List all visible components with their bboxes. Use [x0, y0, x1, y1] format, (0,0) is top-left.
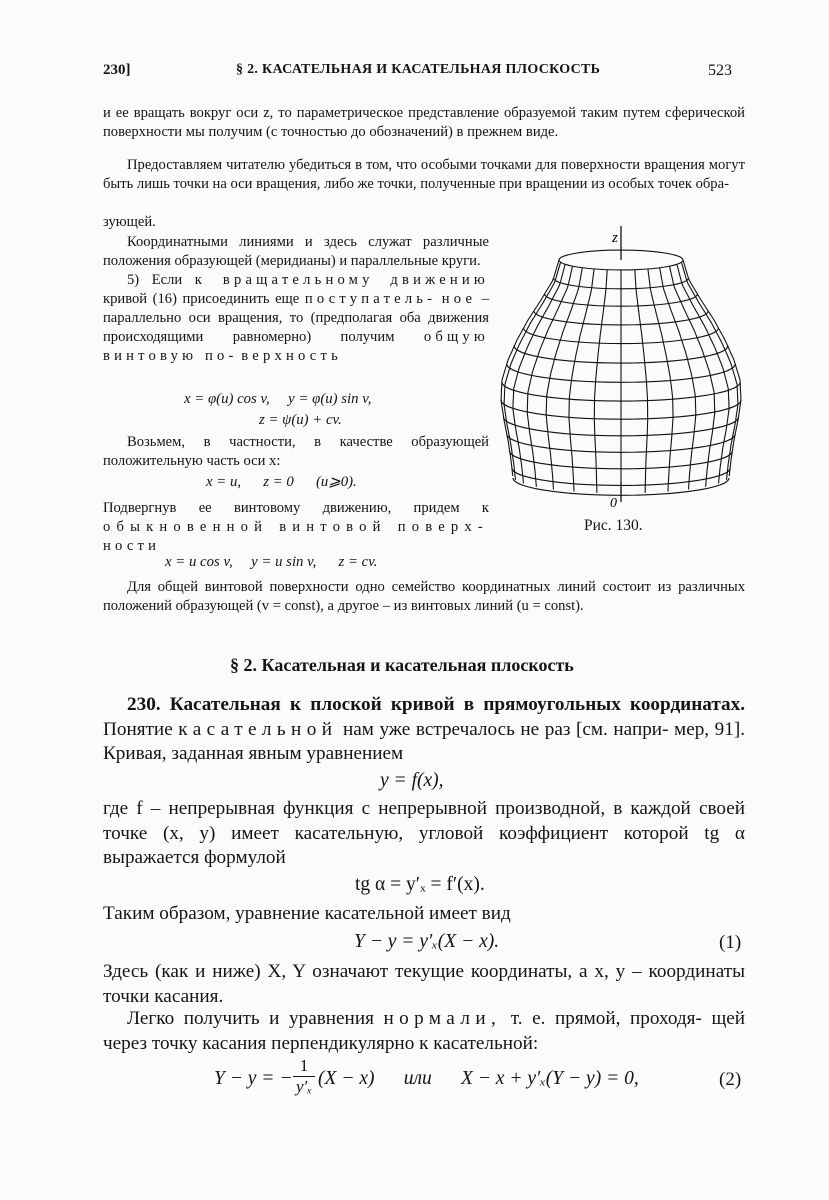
normal-d: щей через точку касания перпендикулярно к касательной: [103, 1008, 746, 1054]
meridian-line [513, 264, 565, 483]
equation-1-number: (1) [719, 932, 742, 953]
paragraph-special-points [103, 156, 745, 194]
paragraph-where [103, 797, 745, 871]
running-head: § 2. КАСАТЕЛЬНАЯ И КАСАТЕЛЬНАЯ ПЛОСКОСТЬ [236, 62, 601, 77]
text-special-points-end: зующей. [103, 214, 156, 230]
paragraph-thus [103, 902, 745, 927]
header-section-number: 230] [103, 62, 131, 78]
equation-2-right: (X − x) или X − x + y′ₓ(Y − y) = 0, [318, 1068, 639, 1089]
equation-2-number: (2) [719, 1069, 742, 1090]
equation-y-fx: y = f(x), [380, 770, 444, 791]
p5-c: кривой (16) присоединить еще [103, 291, 300, 307]
fraction-numerator: 1 [299, 1056, 309, 1075]
paragraph-subject [103, 499, 489, 556]
equation-ordinary-helicoid: x = u cos v, y = u sin v, z = cv. [165, 554, 378, 570]
p5-g: общую винтовую по- [103, 329, 489, 364]
text-subject [103, 499, 489, 556]
text-sphere: и ее вращать вокруг оси z, то параметрическое представление образуемой таким путем сферической поверхности мы получим (с точностью до обозначений) в прежнем виде. [103, 105, 745, 140]
text-thus: Таким образом, уравнение касательной имеет вид [103, 903, 511, 924]
text-where: где f – непрерывная функция с непрерывной производной, в каждой своей точке (x, y) имеет касательную, угловой коэффициент которой tg α выражается формулой [103, 798, 745, 868]
meridian-line [635, 270, 648, 493]
sec230-line2: мер, 91]. Кривая, заданная явным уравнением [103, 718, 746, 764]
surface-mesh [501, 250, 741, 495]
equation-tg: tg α = y′ₓ = f′(x). [355, 874, 485, 895]
text-general-helicoid: Для общей винтовой поверхности одно семейство координатных линий состоит из различных положений образующей (v = const), а другое – из винтовых линий (u = const). [103, 579, 745, 614]
text-coordinate-lines: Координатными линиями и здесь служат различные положения образующей (меридианы) и параллельные круги. [103, 234, 489, 269]
label-z: z [612, 230, 618, 246]
sec230-line1b: касательной [178, 718, 338, 740]
fraction-denominator: y′ₓ [293, 1076, 315, 1097]
text-normal [103, 1007, 745, 1056]
sec230-line1a: Понятие [103, 718, 173, 740]
paragraph-5 [103, 271, 489, 366]
paragraph-normal [103, 1007, 745, 1056]
left-column [103, 213, 489, 366]
p5-a: 5) Если [127, 272, 183, 288]
normal-b: нормали, [383, 1008, 502, 1029]
p5-e: ное [441, 291, 477, 307]
normal-a: Легко получить и уравнения [127, 1008, 374, 1029]
normal-c: т. е. прямой, проходя- [510, 1008, 702, 1029]
text-take: Возьмем, в частности, в качестве образующей положительную часть оси x: [103, 434, 489, 469]
p5-f: – параллельно оси вращения, то (предполагая оба движения происходящими равномерно) получим [103, 291, 489, 345]
page-number: 523 [708, 62, 732, 79]
equation-axis: x = u, z = 0 (u⩾0). [206, 474, 357, 490]
meridian-line [594, 270, 607, 493]
sec230-title: 230. Касательная к плоской кривой в прямоугольных координатах. [127, 694, 745, 715]
equation-helix-1: x = φ(u) cos v, y = φ(u) sin v, [184, 391, 372, 407]
paragraph-general-helicoid [103, 578, 745, 616]
paragraph-here [103, 960, 745, 1009]
equation-1: Y − y = y′ₓ(X − x). [354, 931, 500, 952]
equation-2-left: Y − y = − [214, 1068, 293, 1089]
sec230-intro [103, 693, 745, 767]
paragraph-take [103, 433, 489, 471]
p5-h: верхность [241, 348, 342, 364]
label-origin: 0 [610, 496, 617, 511]
figure-caption: Рис. 130. [584, 517, 643, 534]
figure-surface-of-revolution [500, 220, 750, 515]
meridian-line [677, 264, 729, 483]
subject-b: обыкновенной винтовой поверх- [103, 519, 489, 535]
equation-2-fraction [293, 1056, 315, 1097]
p5-b: к вращательному движению [194, 272, 489, 288]
p5-d: поступатель- [304, 291, 437, 307]
subject-c: ности [103, 538, 161, 554]
equation-helix-2: z = ψ(u) + cv. [259, 412, 342, 428]
section-title: § 2. Касательная и касательная плоскость [230, 655, 574, 675]
sec230-line1c: нам уже встречалось не раз [см. напри- [342, 718, 669, 740]
section-230 [103, 693, 745, 767]
text-special-points: Предоставляем читателю убедиться в том, что особыми точками для поверхности вращения могут быть лишь точки на оси вращения, либо же точки, полученные при вращении из особых точек обра- [103, 157, 745, 192]
text-here: Здесь (как и ниже) X, Y означают текущие координаты, а x, y – координаты точки касания. [103, 961, 745, 1007]
paragraph-sphere [103, 104, 745, 142]
subject-a: Подвергнув ее винтовому движению, придем к [103, 500, 489, 516]
